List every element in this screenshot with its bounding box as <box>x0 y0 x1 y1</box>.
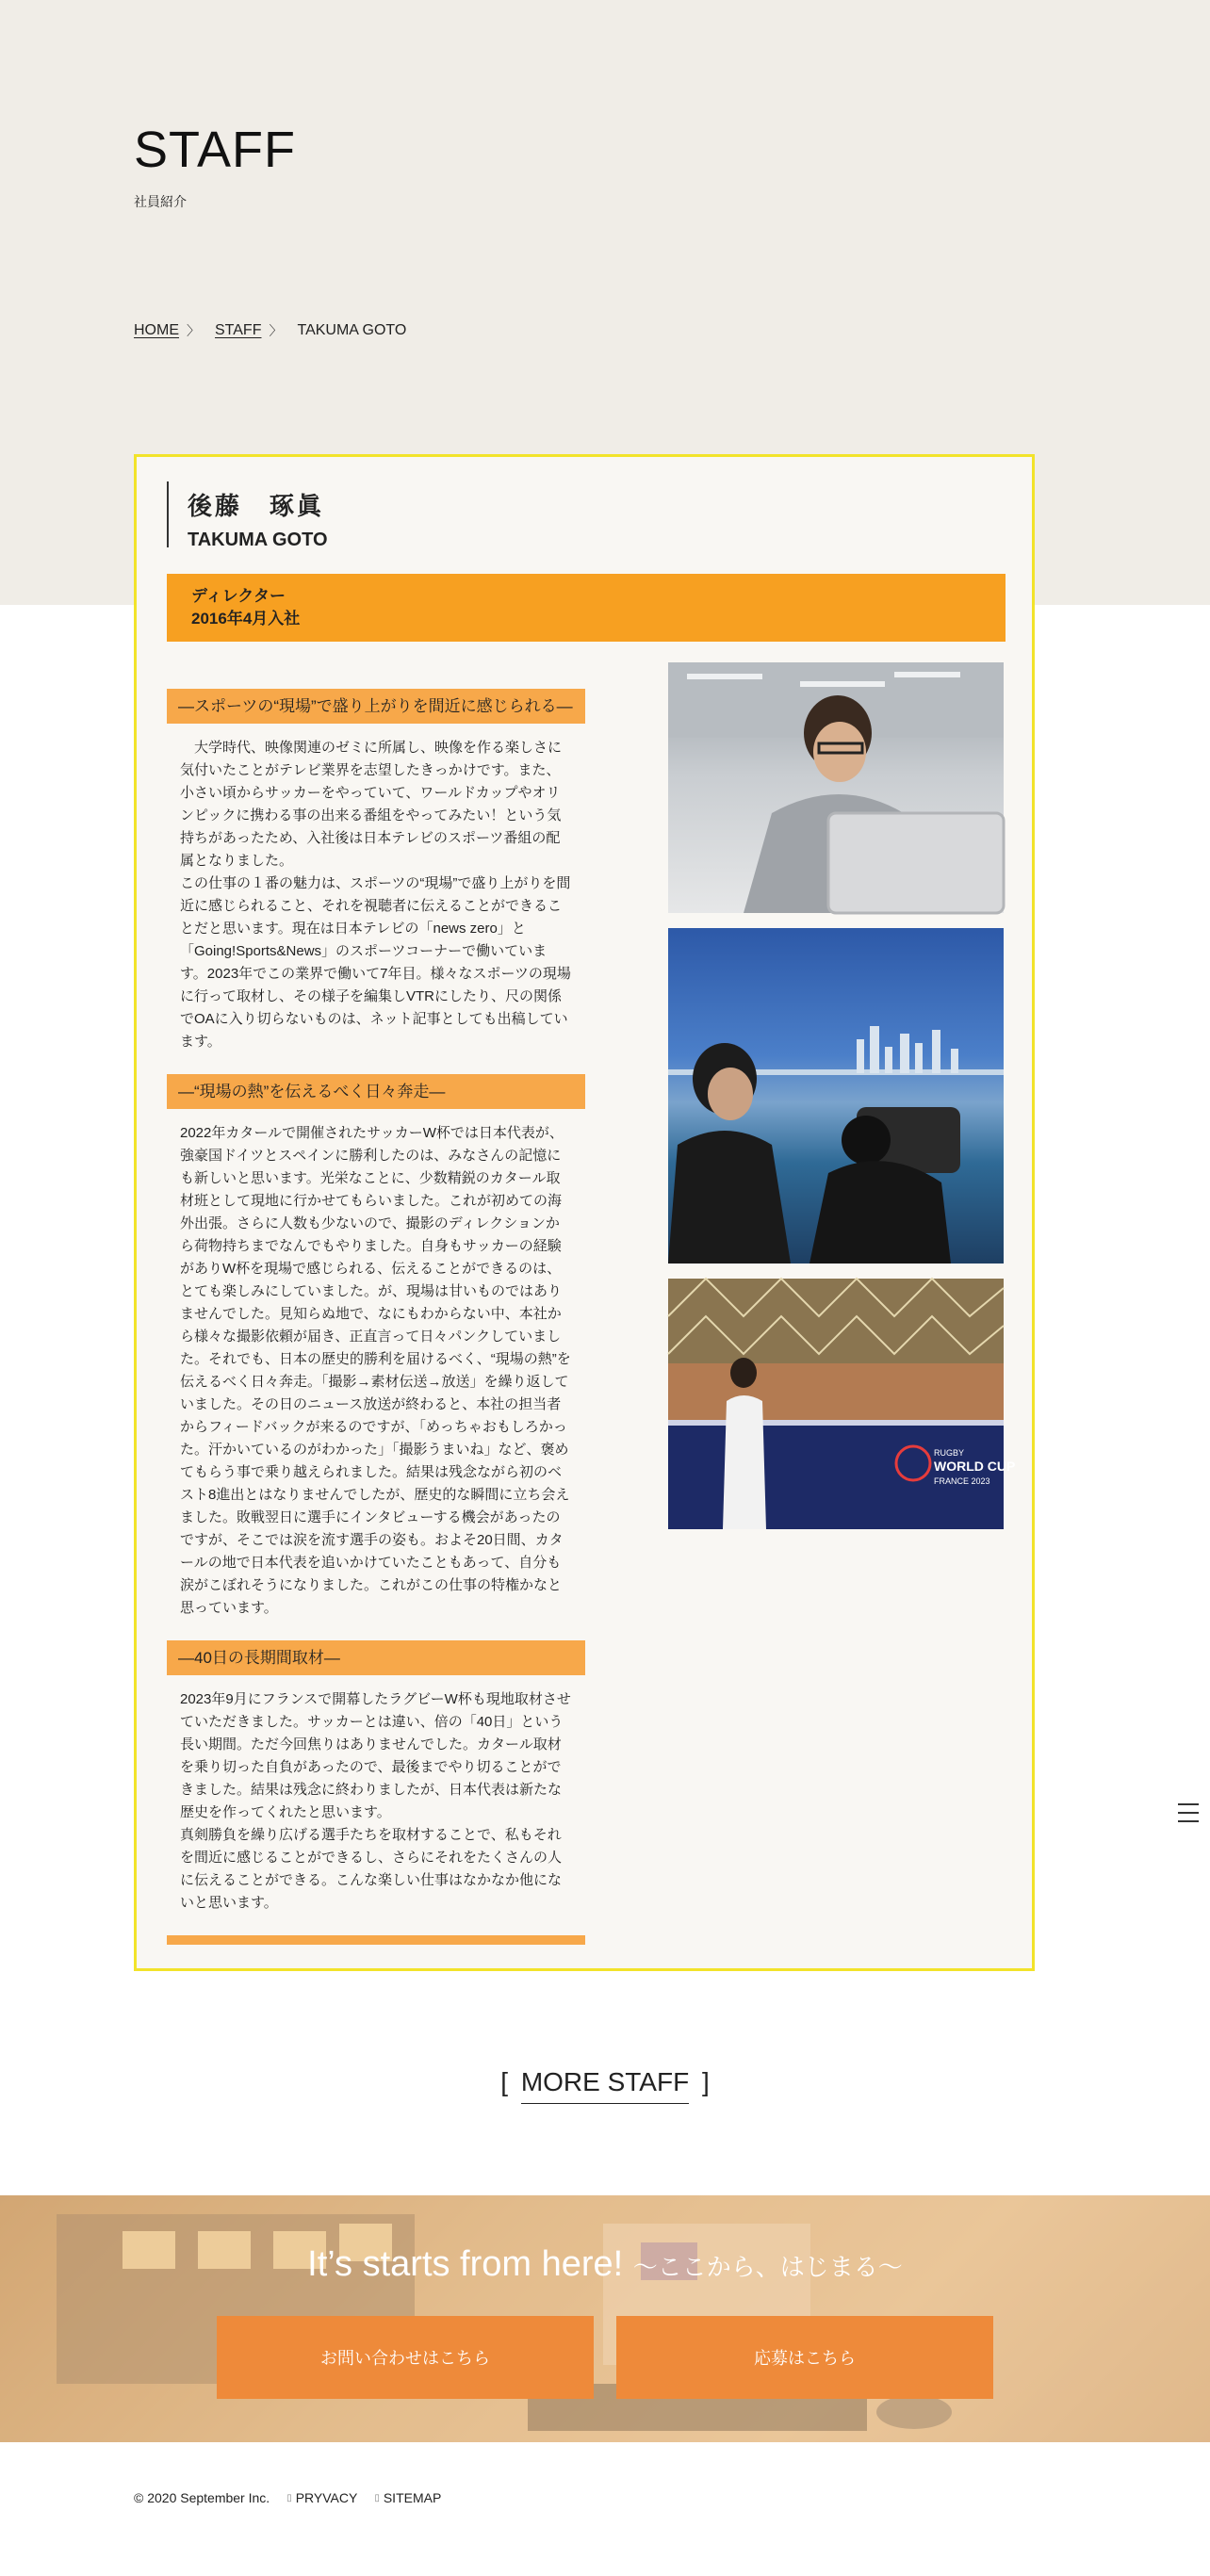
cta-title <box>0 2244 1210 2285</box>
more-staff-bracket-open: [ <box>500 2067 509 2096</box>
page-subtitle: 社員紹介 <box>134 194 187 209</box>
cta-title-jp: ～ここから、はじまる～ <box>632 2253 903 2281</box>
staff-joined-date: 2016年4月入社 <box>191 610 301 628</box>
cta-title-en: It’s starts from here! <box>307 2244 624 2284</box>
section-heading: ―“現場の熱”を伝えるべく日々奔走― <box>167 1074 585 1109</box>
staff-photo-rugby-world-cup <box>668 1279 1016 1529</box>
breadcrumb-home-link[interactable]: HOME <box>134 322 179 338</box>
staff-photo-office <box>668 662 1004 913</box>
section-body: 2022年カタールで開催されたサッカーW杯では日本代表が、強豪国ドイツとスペインに勝利したのは、みなさんの記憶にも新しいと思います。光栄なことに、少数精鋭のカタール取材班として現地に行かせてもらいました。これが初めての海外出張。さらに人数も少ないので、撮影のディレクションから荷物持ちまでなんでもやりました。自身もサッカーの経験がありW杯を現場で感じられる、伝えることができるのは、とても楽しみにしていました。が、現場は甘いものではありませんでした。見知らぬ地で、なにもわからない中、本社から様々な撮影依頼が届き、正直言って日々パンクしていました。それでも、日本の歴史的勝利を届けるべく、“現場の熱”を伝えるべく日々奔走。「撮影→素材伝送→放送」を繰り返していました。その日のニュース放送が終わると、本社の担当者からフィードバックが来るのですが、「めっちゃおもしろかった。汗かいているのがわかった」「撮影うまいね」など、褒めてもらう事で乗り越えられました。結果は残念ながら初のベスト8進出とはなりませんでしたが、歴史的な瞬間に立ち会えました。敗戦翌日に選手にインタビューする機会があったのですが、そこでは涙を流す選手の姿も。およそ20日間、カタールの地で日本代表を追いかけていたこともあって、自分も涙がこぼれそうになりました。これがこの仕事の特権かなと思っています。 <box>180 1125 571 1616</box>
footer <box>134 2490 441 2505</box>
more-staff-bracket-close: ] <box>701 2067 710 2096</box>
section-body: 大学時代、映像関連のゼミに所属し、映像を作る楽しさに気付いたことがテレビ業界を志望したきっかけです。また、小さい頃からサッカーをやっていて、ワールドカップやオリンピックに携わる事の出来る番組をやってみたい！という気持ちがあったため、入社後は日本テレビのスポーツ番組の配属となりました。 この仕事の１番の魅力は、スポーツの“現場”で盛り上がりを間近に感じられること、それを視聴者に伝えることができることだと思います。現在は日本テレビの「news zero」と「Going!Sports&News」のスポーツコーナーで働いています。2023年でこの業界で働いて7年目。様々なスポーツの現場に行って取材し、その様子を編集しVTRにしたり、尺の関係でOAに入り切らないものは、ネット記事としても出稿しています。 <box>180 740 571 1050</box>
staff-name-block <box>167 481 328 550</box>
copyright: © 2020 September Inc. <box>134 2490 270 2505</box>
page-title: STAFF <box>134 122 296 178</box>
breadcrumb-separator: 〉 <box>187 323 200 338</box>
contact-button[interactable]: お問い合わせはこちら <box>217 2316 594 2399</box>
link-icon: ▯ <box>374 2492 380 2503</box>
staff-photo-qatar <box>668 928 1004 1264</box>
sign-text-line1: RUGBY <box>934 1448 965 1458</box>
staff-profile-card <box>134 454 1035 1971</box>
breadcrumb-staff-link[interactable]: STAFF <box>215 322 262 338</box>
section-body: 2023年9月にフランスで開幕したラグビーW杯も現地取材させていただきました。サッカーとは違い、倍の「40日」という長い期間。ただ今回焦りはありませんでした。カタール取材を乗り切った自負があったので、最後までやり切ることができました。結果は残念に終わりましたが、日本代表は新たな歴史を作ってくれたと思います。 真剣勝負を繰り広げる選手たちを取材することで、私もそれを間近に感じることができるし、さらにそれをたくさんの人に伝えることができる。こんな楽しい仕事はなかなか他にないと思います。 <box>180 1691 571 1911</box>
more-staff-link[interactable] <box>0 2067 1210 2104</box>
sitemap-link-label[interactable]: SITEMAP <box>383 2490 442 2505</box>
sign-text-line3: FRANCE 2023 <box>934 1476 990 1486</box>
cta-overlay <box>0 2195 1210 2442</box>
staff-role-bar <box>167 574 1006 642</box>
privacy-link-label[interactable]: PRYVACY <box>295 2490 358 2505</box>
sitemap-link[interactable] <box>374 2490 441 2505</box>
privacy-link[interactable] <box>286 2490 357 2505</box>
breadcrumb <box>134 321 406 340</box>
link-icon: ▯ <box>286 2492 292 2503</box>
staff-name-jp: 後藤 琢眞 <box>188 492 325 520</box>
hamburger-menu-icon[interactable] <box>1178 1803 1199 1822</box>
breadcrumb-separator: 〉 <box>269 323 283 338</box>
more-staff-label[interactable]: MORE STAFF <box>521 2067 689 2104</box>
section-end-bar <box>167 1935 585 1945</box>
staff-role: ディレクター <box>191 587 286 605</box>
interview-column <box>167 689 585 1945</box>
cta-banner <box>0 2195 1210 2442</box>
section-heading: ―40日の長期間取材― <box>167 1640 585 1675</box>
sign-text-line2: WORLD CUP <box>934 1459 1016 1474</box>
apply-button[interactable]: 応募はこちら <box>616 2316 993 2399</box>
section-heading: ―スポーツの“現場”で盛り上がりを間近に感じられる― <box>167 689 585 724</box>
staff-name-en: TAKUMA GOTO <box>188 530 328 550</box>
breadcrumb-current: TAKUMA GOTO <box>297 322 407 338</box>
